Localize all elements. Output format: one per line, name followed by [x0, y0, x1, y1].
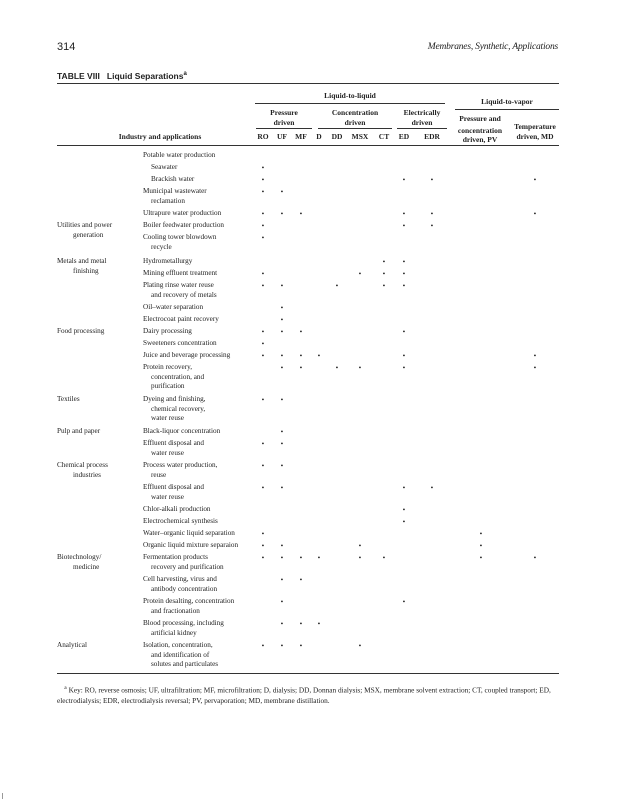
mark-md: •	[533, 363, 537, 372]
header-pv-line2: concentration	[457, 125, 503, 135]
header-liquid-to-liquid: Liquid-to-liquid	[324, 91, 376, 100]
header-md-line1: Temperature	[514, 122, 556, 131]
application-line: Chlor-alkali production	[143, 505, 211, 513]
mark-uf: •	[280, 597, 284, 606]
application-line: Potable water production	[143, 151, 216, 159]
header-pv-line1: Pressure and	[459, 114, 501, 123]
application-line: Oil–water separation	[143, 303, 204, 311]
application-line: Dyeing and finishing,	[143, 395, 206, 403]
application-cell	[143, 363, 263, 392]
mark-ed: •	[402, 351, 406, 360]
application-line: Cell harvesting, virus and	[143, 575, 217, 583]
industry-cell	[57, 641, 141, 651]
header-concentration-rule	[318, 128, 392, 129]
header-vapor-rule	[455, 109, 559, 110]
application-cell	[143, 553, 263, 572]
header-concentration-line2: driven	[344, 117, 366, 127]
application-line: water reuse	[151, 492, 184, 501]
mark-ed: •	[402, 517, 406, 526]
mark-md: •	[533, 351, 537, 360]
mark-edr: •	[430, 209, 434, 218]
mark-ro: •	[261, 269, 265, 278]
mark-uf: •	[280, 427, 284, 436]
table-bottom-rule	[57, 673, 559, 674]
mark-ro: •	[261, 209, 265, 218]
mark-ed: •	[402, 221, 406, 230]
mark-d: •	[317, 553, 321, 562]
industry-cell	[57, 461, 141, 480]
application-line: Hydrometallurgy	[143, 257, 193, 265]
application-line: Mining effluent treatment	[143, 269, 218, 277]
application-line: Fermentation products	[143, 553, 208, 561]
header-code-uf: UF	[277, 132, 287, 141]
header-code-d: D	[316, 132, 322, 141]
header-electrically-driven	[396, 108, 448, 127]
mark-ro: •	[261, 541, 265, 550]
application-line: Water–organic liquid separation	[143, 529, 235, 537]
mark-msx: •	[358, 269, 362, 278]
footnote-text: Key: RO, reverse osmosis; UF, ultrafiltration; MF, microfiltration; D, dialysis; DD, Donnan dialysis; MSX, membrane solvent extraction; CT, coupled transport; ED, electrodialysis; EDR, electrodialysis reversal; PV, pervaporation; MD, membrane distillation.	[57, 685, 551, 706]
table-title-sup: a	[183, 71, 187, 78]
mark-ed: •	[402, 327, 406, 336]
mark-mf: •	[299, 641, 303, 650]
application-line: Ultrapure water production	[143, 209, 222, 217]
application-line: Brackish water	[151, 175, 195, 183]
application-cell	[143, 483, 263, 502]
mark-ro: •	[261, 339, 265, 348]
industry-line: finishing	[73, 266, 99, 275]
header-pressure-driven	[255, 108, 313, 127]
mark-uf: •	[280, 641, 284, 650]
mark-mf: •	[299, 363, 303, 372]
industry-line: industries	[73, 470, 101, 479]
application-cell	[143, 575, 263, 594]
application-line: Blood processing, including	[143, 619, 224, 627]
mark-uf: •	[280, 553, 284, 562]
application-cell	[143, 151, 263, 161]
application-line: Process water production,	[143, 461, 218, 469]
mark-ed: •	[402, 483, 406, 492]
table-label: TABLE VIII	[57, 71, 100, 81]
application-line: recycle	[151, 242, 172, 251]
application-cell	[143, 619, 263, 638]
mark-uf: •	[280, 439, 284, 448]
mark-uf: •	[280, 461, 284, 470]
industry-line: Pulp and paper	[57, 427, 101, 435]
mark-msx: •	[358, 363, 362, 372]
application-line: and fractionation	[151, 606, 200, 615]
header-pressure-line1: Pressure	[270, 108, 298, 117]
mark-md: •	[533, 553, 537, 562]
industry-line: Food processing	[57, 327, 105, 335]
mark-edr: •	[430, 175, 434, 184]
header-md	[506, 122, 564, 141]
application-cell	[143, 187, 263, 206]
mark-ed: •	[402, 269, 406, 278]
mark-ct: •	[382, 269, 386, 278]
mark-pv: •	[479, 529, 483, 538]
mark-mf: •	[299, 553, 303, 562]
mark-uf: •	[280, 327, 284, 336]
application-cell	[143, 427, 263, 437]
application-cell	[143, 505, 263, 515]
mark-ro: •	[261, 439, 265, 448]
application-cell	[151, 175, 271, 185]
mark-d: •	[317, 351, 321, 360]
industry-line: medicine	[73, 562, 100, 571]
application-line: Black-liquor concentration	[143, 427, 221, 435]
industry-line: generation	[73, 230, 104, 239]
industry-line: Analytical	[57, 641, 87, 649]
mark-mf: •	[299, 209, 303, 218]
mark-uf: •	[280, 187, 284, 196]
header-liquid-rule	[255, 103, 445, 104]
mark-ro: •	[261, 483, 265, 492]
mark-msx: •	[358, 553, 362, 562]
mark-ct: •	[382, 553, 386, 562]
industry-cell	[57, 221, 141, 240]
application-line: Protein recovery,	[143, 363, 193, 371]
mark-ro: •	[261, 351, 265, 360]
industry-line: Biotechnology/	[57, 553, 102, 561]
application-cell	[143, 395, 263, 424]
mark-ro: •	[261, 641, 265, 650]
mark-pv: •	[479, 553, 483, 562]
mark-mf: •	[299, 619, 303, 628]
header-pv	[452, 114, 508, 145]
mark-md: •	[533, 175, 537, 184]
application-line: Cooling tower blowdown	[143, 233, 217, 241]
running-head: Membranes, Synthetic, Applications	[427, 42, 558, 52]
mark-mf: •	[299, 351, 303, 360]
mark-uf: •	[280, 619, 284, 628]
mark-dd: •	[335, 281, 339, 290]
header-pressure-line2: driven	[273, 117, 295, 127]
application-cell	[143, 597, 263, 616]
header-electrically-line2: driven	[411, 117, 433, 127]
application-cell	[143, 303, 263, 313]
industry-cell	[57, 257, 141, 276]
application-line: solutes and particulates	[151, 660, 219, 669]
mark-ro: •	[261, 461, 265, 470]
application-cell	[143, 529, 263, 539]
industry-cell	[57, 395, 141, 405]
header-pv-line3: driven, PV	[462, 135, 498, 144]
mark-ed: •	[402, 209, 406, 218]
industry-cell	[57, 327, 141, 337]
application-line: Effluent disposal and	[143, 483, 204, 491]
application-line: Boiler feedwater production	[143, 221, 225, 229]
header-code-mf: MF	[295, 132, 307, 141]
industry-line: Textiles	[57, 395, 80, 403]
application-line: Electrocoat paint recovery	[143, 315, 219, 323]
table-top-rule	[57, 83, 559, 84]
header-industry: Industry and applications	[118, 132, 202, 141]
application-line: antibody concentration	[151, 584, 218, 593]
mark-ro: •	[261, 163, 265, 172]
header-bottom-rule	[57, 145, 559, 146]
header-code-dd: DD	[331, 132, 343, 141]
application-cell	[143, 327, 263, 337]
mark-md: •	[533, 209, 537, 218]
header-code-ed: ED	[398, 132, 410, 141]
application-cell	[143, 257, 263, 267]
header-code-ct: CT	[378, 132, 390, 141]
application-cell	[143, 439, 263, 458]
mark-uf: •	[280, 303, 284, 312]
mark-ro: •	[261, 175, 265, 184]
header-code-ro: RO	[257, 132, 269, 141]
industry-cell	[57, 427, 141, 437]
application-line: Sweeteners concentration	[143, 339, 217, 347]
industry-cell	[57, 553, 141, 572]
application-line: and recovery of metals	[151, 290, 217, 299]
application-line: Municipal wastewater	[143, 187, 207, 195]
mark-pv: •	[479, 541, 483, 550]
application-line: Organic liquid mixture separaion	[143, 541, 239, 549]
mark-ro: •	[261, 553, 265, 562]
mark-ro: •	[261, 529, 265, 538]
mark-dd: •	[335, 363, 339, 372]
table-caption	[57, 71, 187, 81]
header-electrically-line1: Electrically	[403, 108, 441, 117]
application-line: Dairy processing	[143, 327, 192, 335]
application-cell	[143, 209, 263, 219]
application-line: Protein desalting, concentration	[143, 597, 235, 605]
mark-ct: •	[382, 257, 386, 266]
mark-d: •	[317, 619, 321, 628]
application-line: concentration, and	[151, 372, 205, 381]
mark-ro: •	[261, 187, 265, 196]
mark-uf: •	[280, 209, 284, 218]
application-line: purification	[151, 382, 185, 391]
application-cell	[143, 541, 263, 551]
application-line: reclamation	[151, 196, 185, 205]
header-concentration-driven	[318, 108, 392, 127]
footnote	[57, 683, 559, 707]
application-line: and identification of	[151, 650, 210, 659]
application-line: Effluent disposal and	[143, 439, 204, 447]
mark-ro: •	[261, 281, 265, 290]
mark-uf: •	[280, 351, 284, 360]
application-cell	[143, 339, 263, 349]
header-concentration-line1: Concentration	[331, 108, 379, 117]
application-line: Electrochemical synthesis	[143, 517, 218, 525]
application-cell	[143, 517, 263, 527]
application-line: chemical recovery,	[151, 404, 206, 413]
application-cell	[143, 641, 263, 670]
mark-uf: •	[280, 575, 284, 584]
mark-ro: •	[261, 327, 265, 336]
application-cell	[143, 233, 263, 252]
application-cell	[143, 221, 263, 231]
mark-uf: •	[280, 363, 284, 372]
header-liquid-to-vapor: Liquid-to-vapor	[481, 97, 533, 106]
application-cell	[151, 163, 271, 173]
application-line: reuse	[151, 470, 167, 479]
mark-ed: •	[402, 505, 406, 514]
mark-mf: •	[299, 575, 303, 584]
mark-ct: •	[382, 281, 386, 290]
application-cell	[143, 351, 263, 361]
mark-uf: •	[280, 281, 284, 290]
application-line: Isolation, concentration,	[143, 641, 213, 649]
mark-mf: •	[299, 327, 303, 336]
header-pressure-rule	[256, 128, 312, 129]
application-line: Seawater	[151, 163, 178, 171]
mark-uf: •	[280, 541, 284, 550]
mark-edr: •	[430, 483, 434, 492]
application-line: water reuse	[151, 448, 184, 457]
application-cell	[143, 281, 263, 300]
header-code-edr: EDR	[424, 132, 440, 141]
mark-msx: •	[358, 641, 362, 650]
application-cell	[143, 461, 263, 480]
industry-line: Chemical process	[57, 461, 108, 469]
header-code-msx: MSX	[351, 132, 369, 141]
mark-ro: •	[261, 395, 265, 404]
application-line: Juice and beverage processing	[143, 351, 231, 359]
mark-ed: •	[402, 281, 406, 290]
mark-uf: •	[280, 395, 284, 404]
industry-line: Metals and metal	[57, 257, 107, 265]
mark-msx: •	[358, 541, 362, 550]
application-cell	[143, 269, 263, 279]
mark-uf: •	[280, 483, 284, 492]
mark-uf: •	[280, 315, 284, 324]
mark-ed: •	[402, 175, 406, 184]
application-line: recovery and purification	[151, 562, 224, 571]
page-number: 314	[57, 41, 76, 53]
mark-ro: •	[261, 221, 265, 230]
footnote-sup: a	[64, 685, 67, 691]
header-md-line2: driven, MD	[516, 131, 554, 141]
table-title: Liquid Separations	[106, 71, 184, 81]
mark-ed: •	[402, 597, 406, 606]
application-line: artificial kidney	[151, 628, 197, 637]
application-line: Plating rinse water reuse	[143, 281, 214, 289]
scan-mark	[2, 793, 3, 799]
mark-ro: •	[261, 233, 265, 242]
application-cell	[143, 315, 263, 325]
header-electrically-rule	[397, 128, 447, 129]
mark-edr: •	[430, 221, 434, 230]
mark-ed: •	[402, 257, 406, 266]
application-line: water reuse	[151, 414, 184, 423]
mark-ed: •	[402, 363, 406, 372]
industry-line: Utilities and power	[57, 221, 113, 229]
